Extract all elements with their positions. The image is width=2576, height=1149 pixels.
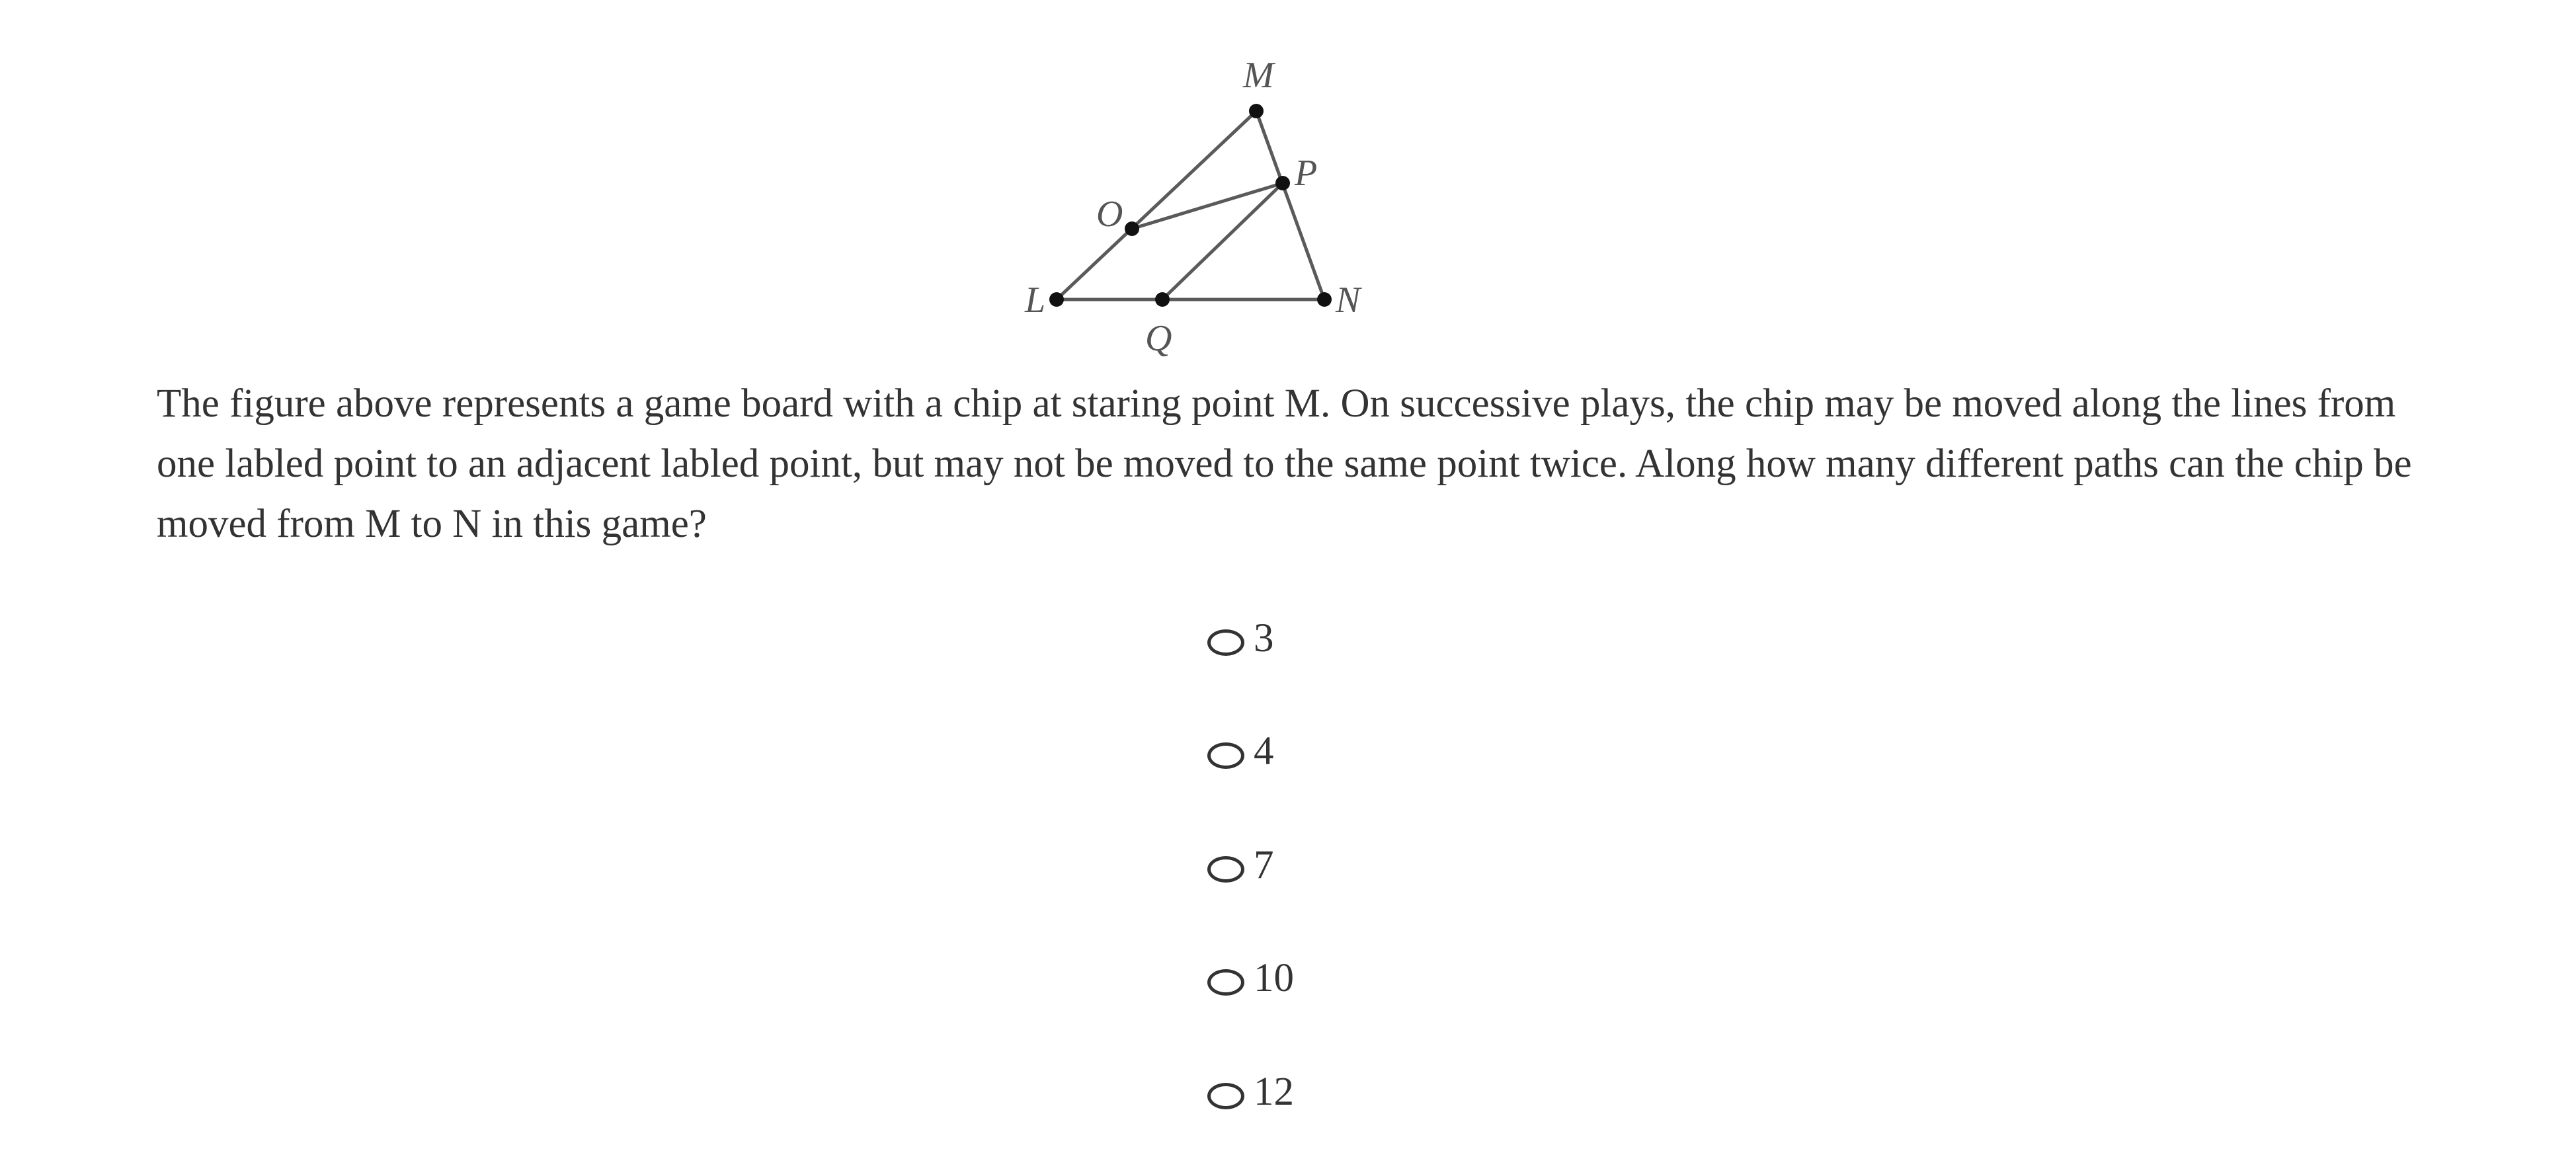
vertex-p xyxy=(1275,176,1290,190)
answer-option-label: 10 xyxy=(1254,956,1294,1001)
answer-option-label: 4 xyxy=(1254,729,1274,774)
answer-option-3[interactable] xyxy=(1207,809,1294,922)
vertex-q xyxy=(1155,292,1170,307)
vertex-label-o: O xyxy=(1096,194,1123,235)
question-text: The figure above represents a game board with a chip at staring point M. On successive plays, the chip may be moved along the lines from one labled point to an adjacent labled point, but may not be moved to the same point twice. Along how many different paths can the chip be moved from M to N in this game? xyxy=(157,381,2412,546)
vertex-o xyxy=(1125,221,1139,236)
vertex-label-p: P xyxy=(1295,153,1318,194)
edge-m-n xyxy=(1256,111,1324,299)
vertex-n xyxy=(1317,292,1332,307)
radio-button-icon[interactable] xyxy=(1207,629,1244,656)
vertex-label-l: L xyxy=(1025,280,1046,321)
answer-option-label: 12 xyxy=(1254,1069,1294,1114)
radio-button-icon[interactable] xyxy=(1207,856,1244,883)
vertex-l xyxy=(1049,292,1064,307)
game-board-figure xyxy=(992,46,1402,364)
radio-button-icon[interactable] xyxy=(1207,969,1244,996)
answer-option-label: 3 xyxy=(1254,615,1274,660)
answer-choices xyxy=(1207,582,1294,1149)
answer-option-2[interactable] xyxy=(1207,695,1294,809)
vertex-m xyxy=(1249,104,1264,118)
edge-l-m xyxy=(1057,111,1256,299)
vertex-label-q: Q xyxy=(1145,318,1172,359)
answer-option-label: 7 xyxy=(1254,842,1274,887)
radio-button-icon[interactable] xyxy=(1207,742,1244,769)
vertex-label-m: M xyxy=(1243,55,1274,96)
answer-option-4[interactable] xyxy=(1207,922,1294,1036)
answer-option-1[interactable] xyxy=(1207,582,1294,695)
answer-option-5[interactable] xyxy=(1207,1035,1294,1149)
radio-button-icon[interactable] xyxy=(1207,1083,1244,1109)
vertex-label-n: N xyxy=(1336,280,1361,321)
